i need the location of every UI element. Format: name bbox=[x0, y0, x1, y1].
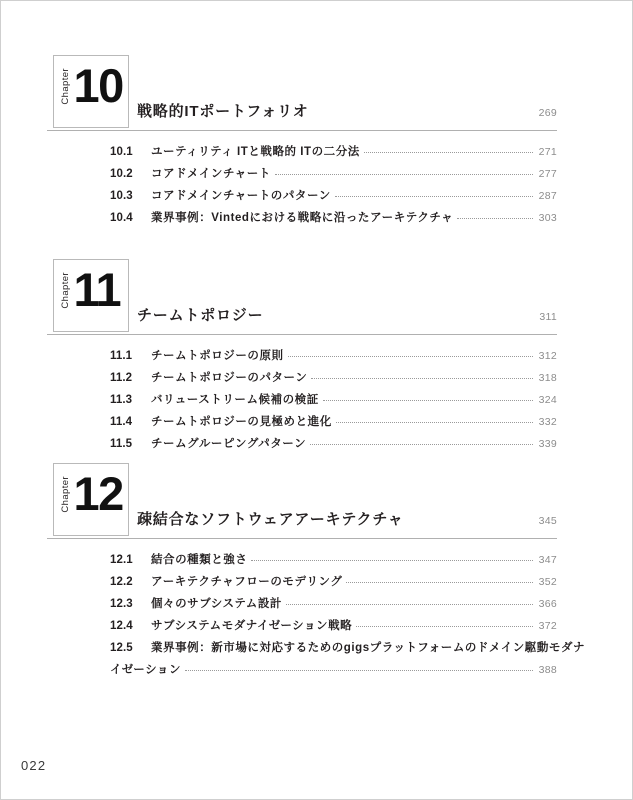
section-page-number: 372 bbox=[538, 620, 557, 632]
chapter-word-label: Chapter bbox=[60, 271, 71, 309]
section-title: アーキテクチャフローのモデリング bbox=[151, 576, 343, 588]
section-number: 10.4 bbox=[110, 212, 133, 224]
chapter-title-row-10 bbox=[137, 100, 557, 121]
chapter-title: 戦略的ITポートフォリオ bbox=[137, 103, 309, 120]
chapter-number: 10 bbox=[73, 59, 123, 112]
section-title: コアドメインチャートのパターン bbox=[151, 190, 331, 202]
dot-leader bbox=[275, 174, 533, 175]
section-row[interactable] bbox=[110, 143, 557, 165]
chapter-header-12 bbox=[47, 463, 557, 539]
section-row[interactable] bbox=[110, 347, 557, 369]
section-page-number: 388 bbox=[538, 664, 557, 676]
section-row[interactable] bbox=[110, 573, 557, 595]
section-number: 12.1 bbox=[110, 554, 133, 566]
dot-leader bbox=[251, 560, 533, 561]
dot-leader bbox=[311, 378, 533, 379]
section-page-number: 332 bbox=[538, 416, 557, 428]
dot-leader bbox=[310, 444, 533, 445]
section-page-number: 318 bbox=[538, 372, 557, 384]
section-title: チームトポロジーの原則 bbox=[151, 350, 284, 362]
section-page-number: 366 bbox=[538, 598, 557, 610]
section-row[interactable] bbox=[110, 209, 557, 231]
section-row[interactable] bbox=[110, 413, 557, 435]
chapter-word-label: Chapter bbox=[60, 67, 71, 105]
chapter-number: 11 bbox=[73, 263, 121, 316]
section-row[interactable] bbox=[110, 391, 557, 413]
dot-leader bbox=[286, 604, 533, 605]
section-title: チームグルーピングパターン bbox=[151, 438, 307, 450]
section-page-number: 277 bbox=[538, 168, 557, 180]
section-number: 10.1 bbox=[110, 146, 133, 158]
chapter-title: チームトポロジー bbox=[137, 307, 264, 324]
chapter-title-row-12 bbox=[137, 508, 557, 529]
section-row[interactable] bbox=[110, 639, 586, 661]
chapter-title: 疎結合なソフトウェアアーキテクチャ bbox=[137, 511, 404, 528]
page-folio: 022 bbox=[21, 758, 47, 773]
chapter-page-number: 311 bbox=[539, 311, 557, 323]
section-number: 12.2 bbox=[110, 576, 133, 588]
chapter-title-row-11 bbox=[137, 304, 557, 325]
chapter-badge-10 bbox=[53, 55, 129, 128]
dot-leader bbox=[288, 356, 533, 357]
chapter-number: 12 bbox=[73, 467, 123, 520]
section-row[interactable] bbox=[110, 435, 557, 457]
section-title: 業界事例：新市場に対応するためのgigsプラットフォームのドメイン駆動モダナ bbox=[151, 642, 586, 654]
section-row[interactable] bbox=[110, 369, 557, 391]
section-row[interactable] bbox=[110, 595, 557, 617]
section-row[interactable] bbox=[110, 165, 557, 187]
section-title: チームトポロジーのパターン bbox=[151, 372, 308, 384]
section-page-number: 271 bbox=[538, 146, 557, 158]
chapter-badge-12 bbox=[53, 463, 129, 536]
section-row[interactable] bbox=[110, 617, 557, 639]
chapter-badge-11 bbox=[53, 259, 129, 332]
section-row[interactable] bbox=[110, 551, 557, 573]
section-number: 12.3 bbox=[110, 598, 133, 610]
section-title-continuation: イゼーション bbox=[110, 664, 182, 676]
section-row-continuation[interactable] bbox=[110, 661, 557, 683]
section-title: コアドメインチャート bbox=[151, 168, 271, 180]
dot-leader bbox=[356, 626, 533, 627]
section-title: 結合の種類と強さ bbox=[151, 554, 248, 566]
chapter-rule bbox=[47, 538, 557, 539]
section-number: 10.3 bbox=[110, 190, 133, 202]
chapter-group-12 bbox=[47, 463, 586, 683]
section-page-number: 352 bbox=[538, 576, 557, 588]
section-number: 10.2 bbox=[110, 168, 133, 180]
section-number: 12.5 bbox=[110, 642, 133, 654]
dot-leader bbox=[323, 400, 533, 401]
section-page-number: 287 bbox=[538, 190, 557, 202]
section-number: 11.2 bbox=[110, 372, 133, 384]
section-page-number: 312 bbox=[538, 350, 557, 362]
dot-leader bbox=[346, 582, 533, 583]
chapter-page-number: 345 bbox=[538, 515, 557, 527]
chapter-header-10 bbox=[47, 55, 557, 131]
chapter-word-label: Chapter bbox=[60, 475, 71, 513]
section-number: 11.3 bbox=[110, 394, 133, 406]
dot-leader bbox=[335, 196, 533, 197]
section-page-number: 339 bbox=[538, 438, 557, 450]
section-row[interactable] bbox=[110, 187, 557, 209]
section-number: 12.4 bbox=[110, 620, 133, 632]
chapter-rule bbox=[47, 130, 557, 131]
dot-leader bbox=[364, 152, 533, 153]
section-page-number: 324 bbox=[538, 394, 557, 406]
section-number: 11.4 bbox=[110, 416, 133, 428]
section-title: サブシステムモダナイゼーション戦略 bbox=[151, 620, 353, 632]
section-number: 11.5 bbox=[110, 438, 133, 450]
section-page-number: 303 bbox=[538, 212, 557, 224]
chapter-page-number: 269 bbox=[538, 107, 557, 119]
toc-content bbox=[21, 1, 586, 800]
section-list-10 bbox=[47, 143, 557, 231]
section-list-12 bbox=[47, 551, 586, 683]
section-title: 個々のサブシステム設計 bbox=[151, 598, 282, 610]
dot-leader bbox=[457, 218, 533, 219]
dot-leader bbox=[336, 422, 533, 423]
section-title: チームトポロジーの見極めと進化 bbox=[151, 416, 332, 428]
chapter-group-10 bbox=[47, 55, 557, 231]
section-list-11 bbox=[47, 347, 557, 457]
section-title: ユーティリティ ITと戦略的 ITの二分法 bbox=[151, 146, 360, 158]
chapter-rule bbox=[47, 334, 557, 335]
dot-leader bbox=[185, 670, 533, 671]
section-title: バリューストリーム候補の検証 bbox=[151, 394, 319, 406]
section-page-number: 347 bbox=[538, 554, 557, 566]
section-title: 業界事例：Vintedにおける戦略に沿ったアーキテクチャ bbox=[151, 212, 454, 224]
section-number: 11.1 bbox=[110, 350, 133, 362]
chapter-group-11 bbox=[47, 259, 557, 457]
chapter-header-11 bbox=[47, 259, 557, 335]
